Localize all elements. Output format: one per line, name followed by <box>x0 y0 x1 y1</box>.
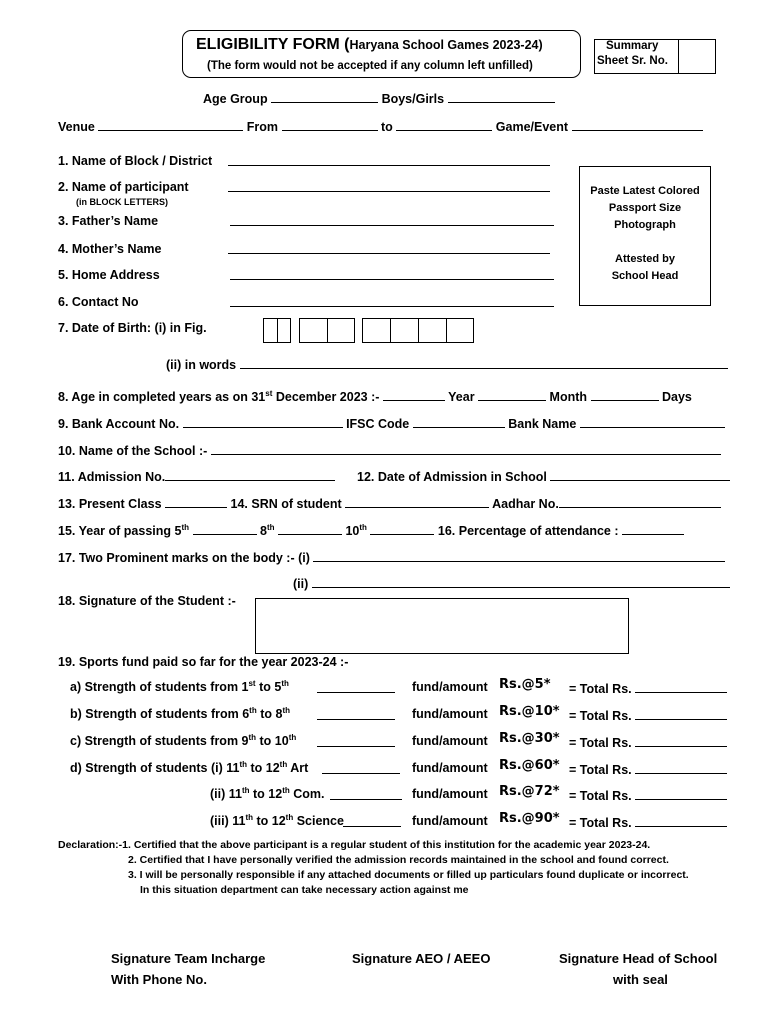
fund-row-label: a) Strength of students from 1st to 5th <box>70 679 289 694</box>
declaration-2: 2. Certified that I have personally verified the admission records maintained in the school and found correct. <box>128 854 669 866</box>
field-3-label: 3. Father’s Name <box>58 214 159 228</box>
admission-date-field[interactable] <box>550 469 730 481</box>
present-class-field[interactable] <box>165 496 227 508</box>
age-group-row: Age Group Boys/Girls <box>203 91 555 106</box>
pass-10-field[interactable] <box>370 523 434 535</box>
fund-rate: Rs.@30* <box>499 731 560 746</box>
strength-field[interactable] <box>322 762 400 777</box>
signature-head-seal: with seal <box>613 972 668 987</box>
total-rs-field[interactable] <box>635 681 727 693</box>
signature-head-of-school: Signature Head of School <box>559 951 718 966</box>
strength-field[interactable] <box>317 735 395 750</box>
total-rs-row: = Total Rs. <box>569 815 727 830</box>
from-field[interactable] <box>282 119 378 131</box>
age-days-field[interactable] <box>591 389 659 401</box>
field-2-line[interactable] <box>228 180 550 195</box>
fund-amount-label: fund/amount <box>412 814 488 828</box>
field-10-row: 10. Name of the School :- <box>58 443 721 458</box>
total-rs-row: = Total Rs. <box>569 708 727 723</box>
srn-field[interactable] <box>345 496 489 508</box>
aadhar-field[interactable] <box>559 496 721 508</box>
student-signature-box[interactable] <box>255 598 629 654</box>
ifsc-field[interactable] <box>413 416 505 428</box>
strength-field[interactable] <box>330 788 402 803</box>
field-1-label: 1. Name of Block / District <box>58 154 213 168</box>
field-17-row: 17. Two Prominent marks on the body :- (i) <box>58 550 725 565</box>
field-4-line[interactable] <box>228 242 550 257</box>
field-13-row: 13. Present Class 14. SRN of student Aadhar No. <box>58 496 721 511</box>
field-4-label: 4. Mother’s Name <box>58 242 162 256</box>
signature-team-incharge: Signature Team Incharge <box>111 951 266 966</box>
attendance-field[interactable] <box>622 523 684 535</box>
fund-row-label: d) Strength of students (i) 11th to 12th Art <box>70 760 309 775</box>
field-18-label: 18. Signature of the Student :- <box>58 594 236 608</box>
total-rs-field[interactable] <box>635 708 727 720</box>
field-6-line[interactable] <box>230 295 554 310</box>
total-rs-field[interactable] <box>635 762 727 774</box>
dob-day-boxes[interactable] <box>263 318 291 343</box>
admission-no-field[interactable] <box>165 469 335 481</box>
fund-row-label: (ii) 11th to 12th Com. <box>210 786 325 801</box>
total-rs-row: = Total Rs. <box>569 681 727 696</box>
fund-row-label: b) Strength of students from 6th to 8th <box>70 706 290 721</box>
signature-team-phone: With Phone No. <box>111 972 207 987</box>
field-5-line[interactable] <box>230 268 554 283</box>
total-rs-row: = Total Rs. <box>569 735 727 750</box>
venue-row: Venue From to Game/Event <box>58 119 703 134</box>
bank-name-field[interactable] <box>580 416 725 428</box>
field-5-label: 5. Home Address <box>58 268 160 282</box>
declaration-1: Declaration:-1. Certified that the above participant is a regular student of this institution for the academic year 2023-24. <box>58 839 651 851</box>
bank-account-field[interactable] <box>183 416 343 428</box>
photo-box: Paste Latest Colored Passport Size Photograph Attested by School Head <box>579 166 711 306</box>
pass-8-field[interactable] <box>278 523 342 535</box>
total-rs-field[interactable] <box>635 815 727 827</box>
fund-amount-label: fund/amount <box>412 707 488 721</box>
total-rs-field[interactable] <box>635 735 727 747</box>
game-event-field[interactable] <box>572 119 703 131</box>
boys-girls-field[interactable] <box>448 91 555 103</box>
dob-year-boxes[interactable] <box>362 318 474 343</box>
field-7-label: 7. Date of Birth: (i) in Fig. <box>58 321 207 335</box>
field-2-label: 2. Name of participant <box>58 180 189 194</box>
fund-rate: Rs.@5* <box>499 677 551 692</box>
school-name-field[interactable] <box>211 443 721 455</box>
fund-amount-label: fund/amount <box>412 734 488 748</box>
strength-field[interactable] <box>317 681 395 696</box>
age-year-field[interactable] <box>383 389 445 401</box>
fund-amount-label: fund/amount <box>412 787 488 801</box>
strength-field[interactable] <box>343 815 401 830</box>
form-title: ELIGIBILITY FORM (Haryana School Games 2023-24) <box>196 36 543 53</box>
mark-1-field[interactable] <box>313 550 725 562</box>
total-rs-row: = Total Rs. <box>569 762 727 777</box>
signature-aeo: Signature AEO / AEEO <box>352 951 491 966</box>
fund-row-label: (iii) 11th to 12th Science <box>210 813 344 828</box>
field-17-ii-row: (ii) <box>293 576 730 591</box>
fund-rate: Rs.@90* <box>499 811 560 826</box>
fund-rate: Rs.@10* <box>499 704 560 719</box>
to-field[interactable] <box>396 119 492 131</box>
field-6-label: 6. Contact No <box>58 295 139 309</box>
mark-2-field[interactable] <box>312 576 730 588</box>
field-9-row: 9. Bank Account No. IFSC Code Bank Name <box>58 416 725 431</box>
field-19-label: 19. Sports fund paid so far for the year 2023-24 :- <box>58 655 349 669</box>
dob-words-field[interactable] <box>240 357 728 369</box>
fund-row-label: c) Strength of students from 9th to 10th <box>70 733 297 748</box>
field-11-row: 11. Admission No. <box>58 469 335 484</box>
pass-5-field[interactable] <box>193 523 257 535</box>
fund-rate: Rs.@60* <box>499 758 560 773</box>
declaration-4: In this situation department can take necessary action against me <box>140 884 469 896</box>
summary-label: Summary <box>606 40 659 52</box>
field-3-line[interactable] <box>230 214 554 229</box>
total-rs-field[interactable] <box>635 788 727 800</box>
fund-amount-label: fund/amount <box>412 680 488 694</box>
fund-amount-label: fund/amount <box>412 761 488 775</box>
age-month-field[interactable] <box>478 389 546 401</box>
field-15-row: 15. Year of passing 5th 8th 10th 16. Percentage of attendance : <box>58 523 684 538</box>
field-1-line[interactable] <box>228 154 550 169</box>
strength-field[interactable] <box>317 708 395 723</box>
total-rs-row: = Total Rs. <box>569 788 727 803</box>
dob-words-row: (ii) in words <box>166 357 728 372</box>
fund-rate: Rs.@72* <box>499 784 560 799</box>
declaration-3: 3. I will be personally responsible if any attached documents or filled up particulars found duplicate or incorrect. <box>128 869 689 881</box>
field-8-row: 8. Age in completed years as on 31st December 2023 :- Year Month Days <box>58 389 692 404</box>
form-subtitle: (The form would not be accepted if any column left unfilled) <box>207 60 533 72</box>
field-12-row: 12. Date of Admission in School <box>357 469 730 484</box>
age-group-field[interactable] <box>271 91 378 103</box>
summary-label-2: Sheet Sr. No. <box>597 55 668 67</box>
dob-month-boxes[interactable] <box>299 318 355 343</box>
field-2-note: (in BLOCK LETTERS) <box>76 197 168 207</box>
venue-field[interactable] <box>98 119 243 131</box>
